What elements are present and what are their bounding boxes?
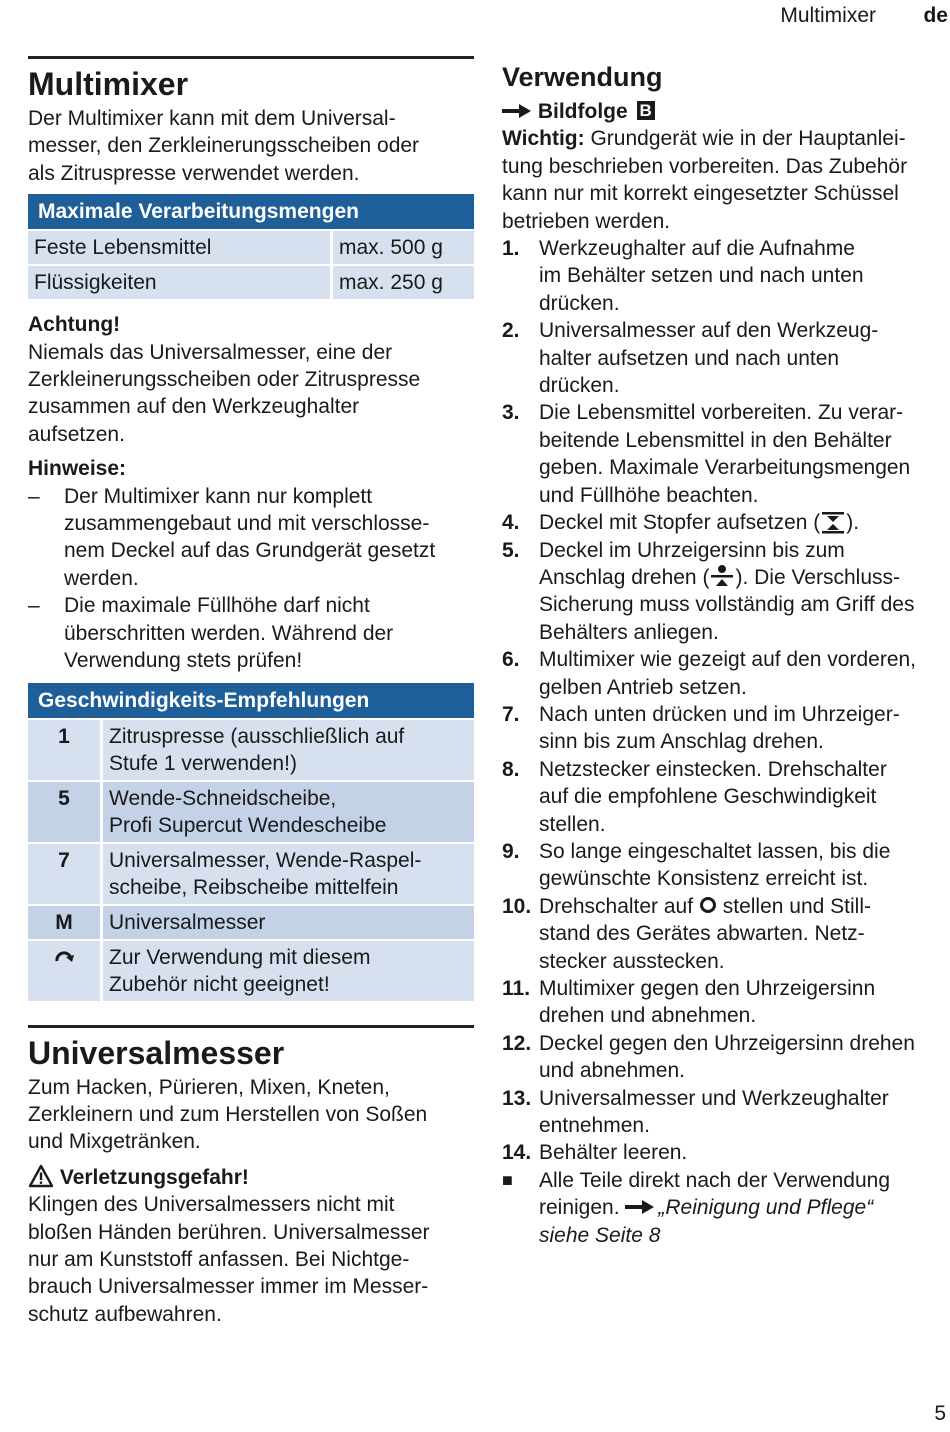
section-divider: [28, 1025, 474, 1028]
speed-text: [100, 904, 474, 939]
speed-line: Zur Verwendung mit diesem: [109, 945, 371, 969]
danger-block: [28, 1164, 474, 1328]
step-line: [539, 509, 950, 536]
step-line: So lange eingeschaltet lassen, bis die: [539, 839, 891, 863]
wichtig-line: kann nur mit korrekt eingesetzter Schüssel: [502, 182, 899, 206]
max-quantities-table: [28, 194, 474, 299]
step-line: Netzstecker einstecken. Drehschalter: [539, 757, 887, 781]
note-line: zusammengebaut und mit verschlosse-: [64, 512, 430, 536]
notes-title: Hinweise:: [28, 457, 127, 481]
list-item: [502, 399, 950, 509]
note-line: Verwendung stets prüfen!: [64, 649, 303, 673]
list-item: [502, 701, 950, 756]
speed-text: [100, 780, 474, 842]
step-line: Universalmesser und Werkzeughalter: [539, 1086, 889, 1110]
speed-line: Profi Supercut Wendescheibe: [109, 813, 387, 837]
wichtig-line: [502, 125, 950, 152]
step-line: [539, 1194, 950, 1221]
header-title: Multimixer: [780, 4, 876, 27]
list-item: [28, 592, 474, 674]
universalmesser-intro: [28, 1074, 474, 1156]
section-divider: [28, 56, 474, 59]
speed-number: 5: [28, 780, 100, 842]
table-row: [28, 718, 474, 780]
step-line: Alle Teile direkt nach der Verwendung: [539, 1168, 891, 1192]
arrow-right-icon: [502, 103, 532, 119]
step-line: gelben Antrieb setzen.: [539, 675, 747, 699]
warning-line: aufsetzen.: [28, 422, 125, 446]
list-item: [502, 1167, 950, 1249]
step-line: Die Lebensmittel vorbereiten. Zu verar-: [539, 401, 904, 425]
step-text: ). Die Verschluss-: [735, 565, 900, 589]
notes-block: [28, 455, 474, 674]
cross-reference-page[interactable]: siehe Seite 8: [539, 1223, 661, 1247]
danger-line: bloßen Händen berühren. Universalmesser: [28, 1220, 430, 1244]
step-text: Deckel mit Stopfer aufsetzen (: [539, 511, 821, 535]
row-label: Feste Lebensmittel: [28, 229, 330, 264]
note-line: nem Deckel auf das Grundgerät gesetzt: [64, 539, 436, 563]
universalmesser-heading: Universalmesser: [28, 1034, 285, 1071]
table-row: [28, 904, 474, 939]
speed-number: 1: [28, 718, 100, 780]
note-line: Die maximale Füllhöhe darf nicht: [64, 594, 370, 618]
list-item: [502, 756, 950, 838]
step-line: gewünschte Konsistenz erreicht ist.: [539, 867, 869, 891]
speed-line: Zubehör nicht geeignet!: [109, 972, 330, 996]
danger-line: brauch Universalmesser immer im Messer-: [28, 1275, 429, 1299]
bildfolge-row: [502, 98, 950, 125]
warning-block: [28, 311, 474, 448]
lid-locked-icon: [709, 564, 735, 588]
step-text: ).: [846, 511, 860, 535]
step-number: 8.: [502, 757, 520, 781]
step-text: reinigen.: [539, 1196, 626, 1220]
step-line: Multimixer gegen den Uhrzeigersinn: [539, 977, 876, 1000]
speed-line: Universalmesser: [109, 910, 266, 934]
dash-mark: –: [28, 594, 40, 618]
danger-title-row: [28, 1164, 474, 1191]
steps-list: [502, 235, 950, 1249]
page-number: 5: [934, 1402, 946, 1425]
wichtig-line: tung beschrieben vorbereiten. Das Zubehör: [502, 154, 908, 178]
step-line: Werkzeughalter auf die Aufnahme: [539, 237, 855, 261]
speed-number: M: [28, 904, 100, 939]
speed-text: [100, 718, 474, 780]
list-item: [502, 975, 950, 1030]
lid-closed-icon: [820, 510, 846, 534]
step-line: geben. Maximale Verarbeitungsmengen: [539, 456, 911, 480]
step-line: [539, 564, 950, 591]
speed-table: [28, 683, 474, 1001]
row-value: max. 250 g: [330, 264, 474, 299]
speed-line: Universalmesser, Wende-Raspel-: [109, 848, 422, 872]
bullet-square: ■: [502, 1169, 513, 1190]
list-item: [502, 317, 950, 399]
wichtig-label: Wichtig:: [502, 127, 585, 151]
step-line: sinn bis zum Anschlag drehen.: [539, 730, 824, 754]
step-number: 4.: [502, 511, 520, 535]
step-line: auf die empfohlene Geschwindigkeit: [539, 785, 877, 809]
speed-line: scheibe, Reibscheibe mittelfein: [109, 875, 399, 899]
multimixer-intro: [28, 105, 474, 187]
pulse-arrow-icon: [53, 947, 75, 969]
step-text: Anschlag drehen (: [539, 565, 710, 589]
step-number: 2.: [502, 319, 520, 343]
speed-number: [28, 939, 100, 1001]
step-number: 10.: [502, 894, 532, 918]
speed-table-header: Geschwindigkeits-Empfehlungen: [28, 683, 474, 718]
speed-number: 7: [28, 842, 100, 904]
step-number: 6.: [502, 648, 520, 672]
step-line: halter aufsetzen und nach unten: [539, 346, 840, 370]
left-column: [28, 56, 474, 1328]
step-number: 14.: [502, 1141, 532, 1165]
wichtig-line: betrieben werden.: [502, 209, 671, 233]
intro-line: messer, den Zerkleinerungsscheiben oder: [28, 134, 420, 158]
step-line: drehen und abnehmen.: [539, 1004, 757, 1028]
list-item: [28, 483, 474, 593]
danger-title: Verletzungsgefahr!: [59, 1165, 249, 1189]
step-line: drücken.: [539, 374, 620, 398]
note-line: Der Multimixer kann nur komplett: [64, 484, 373, 508]
step-line: Universalmesser auf den Werkzeug-: [539, 319, 879, 343]
warning-line: Niemals das Universalmesser, eine der: [28, 340, 393, 364]
list-item: [502, 537, 950, 647]
list-item: [502, 1030, 950, 1085]
multimixer-heading: Multimixer: [28, 66, 189, 102]
danger-line: schutz aufbewahren.: [28, 1302, 222, 1326]
table-row: [28, 939, 474, 1001]
row-label: Flüssigkeiten: [28, 264, 330, 299]
intro-line: als Zitruspresse verwendet werden.: [28, 161, 360, 185]
list-item: [502, 509, 950, 536]
step-number: 3.: [502, 401, 520, 425]
warning-triangle-icon: [28, 1164, 54, 1188]
step-line: entnehmen.: [539, 1114, 650, 1138]
header-language: de: [923, 4, 948, 27]
intro-line: Der Multimixer kann mit dem Universal-: [28, 107, 396, 130]
note-line: werden.: [64, 566, 139, 590]
step-line: Deckel gegen den Uhrzeigersinn drehen: [539, 1031, 915, 1055]
step-line: stecker ausstecken.: [539, 949, 725, 973]
list-item: [502, 1085, 950, 1140]
table-row: [28, 842, 474, 904]
speed-line: Zitruspresse (ausschließlich auf: [109, 724, 405, 748]
step-line: Sicherung muss vollständig am Griff des: [539, 593, 915, 617]
step-line: [539, 893, 950, 920]
danger-line: nur am Kunststoff anfassen. Bei Nichtge-: [28, 1247, 410, 1271]
bildfolge-letter: B: [639, 101, 652, 120]
warning-title: Achtung!: [28, 313, 121, 337]
step-number: 1.: [502, 237, 520, 261]
table-row: [28, 780, 474, 842]
speed-text: [100, 842, 474, 904]
dash-mark: –: [28, 484, 40, 508]
wichtig-text: Grundgerät wie in der Hauptanlei-: [584, 127, 906, 151]
bildfolge-letter-box: [637, 101, 655, 120]
step-line: Behälter leeren.: [539, 1141, 688, 1165]
step-number: 9.: [502, 839, 520, 863]
step-line: und Füllhöhe beachten.: [539, 483, 759, 507]
warning-line: Zerkleinerungsscheiben oder Zitruspresse: [28, 368, 421, 392]
step-line: und abnehmen.: [539, 1059, 685, 1083]
bildfolge-label: Bildfolge: [537, 100, 628, 123]
step-line: stand des Gerätes abwarten. Netz-: [539, 922, 865, 946]
step-number: 13.: [502, 1086, 532, 1110]
step-line: Multimixer wie gezeigt auf den vorderen,: [539, 648, 917, 672]
step-number: 12.: [502, 1031, 532, 1055]
warning-line: zusammen auf den Werkzeughalter: [28, 395, 360, 419]
step-line: stellen.: [539, 812, 606, 836]
list-item: [502, 838, 950, 893]
table-row: [28, 229, 474, 264]
note-line: überschritten werden. Während der: [64, 621, 394, 645]
step-number: 11.: [502, 977, 531, 1000]
notes-list: [28, 483, 474, 675]
list-item: [502, 646, 950, 701]
speed-line: Stufe 1 verwenden!): [109, 751, 297, 775]
step-text: Drehschalter auf: [539, 894, 699, 918]
speed-text: [100, 939, 474, 1001]
step-line: Nach unten drücken und im Uhrzeiger-: [539, 702, 900, 726]
table-row: [28, 264, 474, 299]
step-line: Behälters anliegen.: [539, 620, 719, 644]
intro-line: Zum Hacken, Pürieren, Mixen, Kneten,: [28, 1075, 390, 1099]
verwendung-heading: Verwendung: [502, 62, 663, 92]
row-value: max. 500 g: [330, 229, 474, 264]
step-line: beitende Lebensmittel in den Behälter: [539, 428, 892, 452]
list-item: [502, 1139, 950, 1166]
step-line: im Behälter setzen und nach unten: [539, 264, 864, 288]
step-line: drücken.: [539, 291, 620, 315]
list-item: [502, 893, 950, 975]
arrow-right-icon: [625, 1199, 655, 1215]
step-text: stellen und Still-: [716, 894, 871, 918]
step-line: Deckel im Uhrzeigersinn bis zum: [539, 538, 845, 562]
max-quantities-header: Maximale Verarbeitungsmengen: [28, 194, 474, 229]
step-number: 5.: [502, 538, 520, 562]
list-item: [502, 235, 950, 317]
right-column: [502, 56, 950, 1249]
danger-line: Klingen des Universalmessers nicht mit: [28, 1193, 395, 1217]
intro-line: Zerkleinern und zum Herstellen von Soßen: [28, 1102, 428, 1126]
intro-line: und Mixgetränken.: [28, 1130, 201, 1154]
step-number: 7.: [502, 702, 520, 726]
speed-line: Wende-Schneidscheibe,: [109, 786, 337, 810]
cross-reference-link[interactable]: „Reinigung und Pflege“: [658, 1196, 874, 1220]
off-ring-icon: [699, 895, 717, 915]
